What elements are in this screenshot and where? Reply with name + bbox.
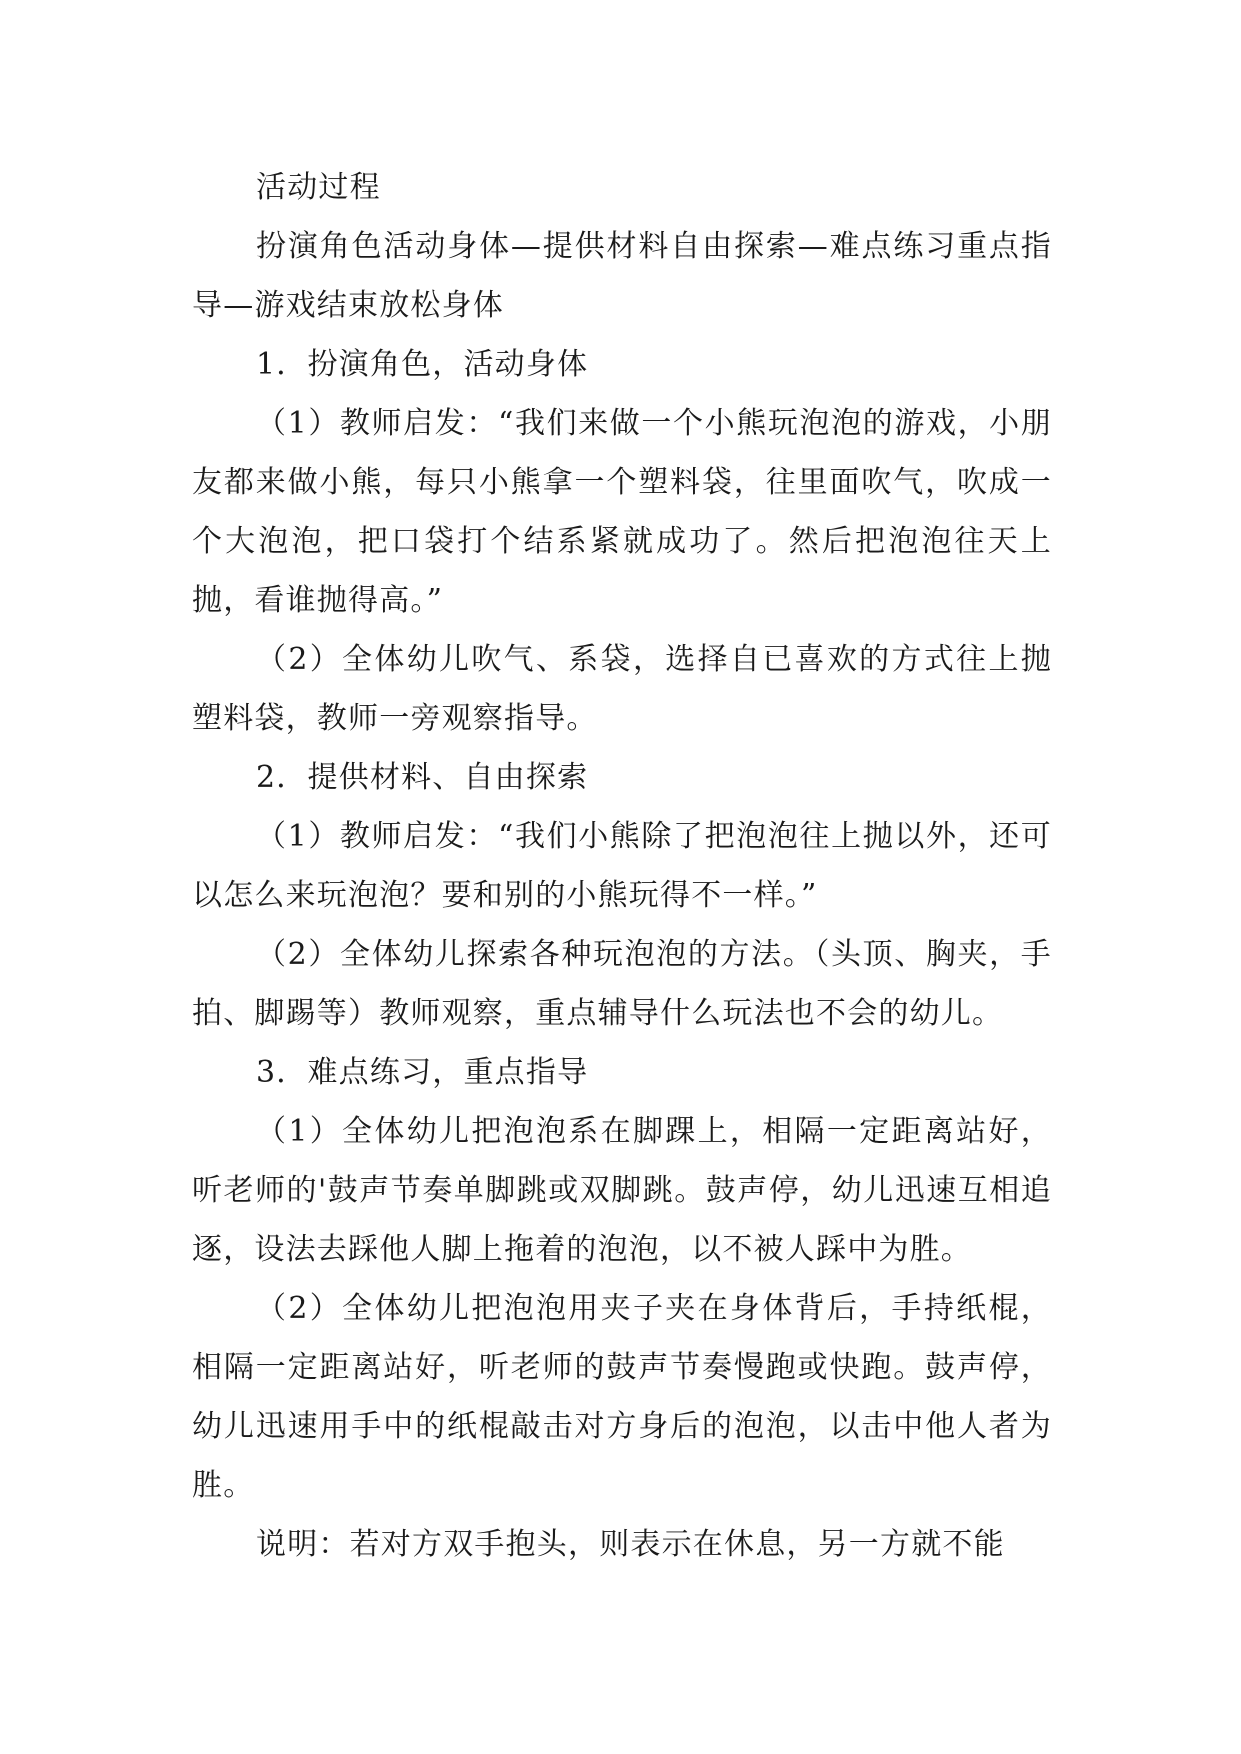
paragraph-step-1-item-1: （1）教师启发：“我们来做一个小熊玩泡泡的游戏，小朋友都来做小熊，每只小熊拿一个塑料袋，往里面吹气，吹成一个大泡泡，把口袋打个结系紧就成功了。然后把泡泡往天上抛，看谁抛得高。”: [192, 406, 1052, 618]
document-body: [192, 158, 1052, 1574]
paragraph-step-2-heading: 2．提供材料、自由探索: [256, 760, 589, 795]
paragraph-step-3-heading: 3．难点练习，重点指导: [256, 1055, 589, 1090]
paragraph-step-2-item-2: （2）全体幼儿探索各种玩泡泡的方法。（头顶、胸夹，手拍、脚踢等）教师观察，重点辅导什么玩法也不会的幼儿。: [192, 937, 1052, 1031]
paragraph-step-1-heading: 1．扮演角色，活动身体: [256, 347, 589, 382]
paragraph-activity-flow: 扮演角色活动身体—提供材料自由探索—难点练习重点指导—游戏结束放松身体: [192, 229, 1052, 323]
paragraph-step-1-item-2: （2）全体幼儿吹气、系袋，选择自已喜欢的方式往上抛塑料袋，教师一旁观察指导。: [192, 642, 1052, 736]
paragraph-step-2-item-1: （1）教师启发：“我们小熊除了把泡泡往上抛以外，还可以怎么来玩泡泡？要和别的小熊玩得不一样。”: [192, 819, 1052, 913]
paragraph-step-3-item-2: （2）全体幼儿把泡泡用夹子夹在身体背后，手持纸棍，相隔一定距离站好，听老师的鼓声节奏慢跑或快跑。鼓声停，幼儿迅速用手中的纸棍敲击对方身后的泡泡，以击中他人者为胜。: [192, 1291, 1052, 1503]
paragraph-note: 说明：若对方双手抱头，则表示在休息，另一方就不能: [256, 1527, 1005, 1562]
paragraph-activity-process-heading: 活动过程: [256, 170, 381, 205]
paragraph-step-3-item-1: （1）全体幼儿把泡泡系在脚踝上，相隔一定距离站好，听老师的'鼓声节奏单脚跳或双脚跳。鼓声停，幼儿迅速互相追逐，设法去踩他人脚上拖着的泡泡，以不被人踩中为胜。: [192, 1114, 1052, 1267]
